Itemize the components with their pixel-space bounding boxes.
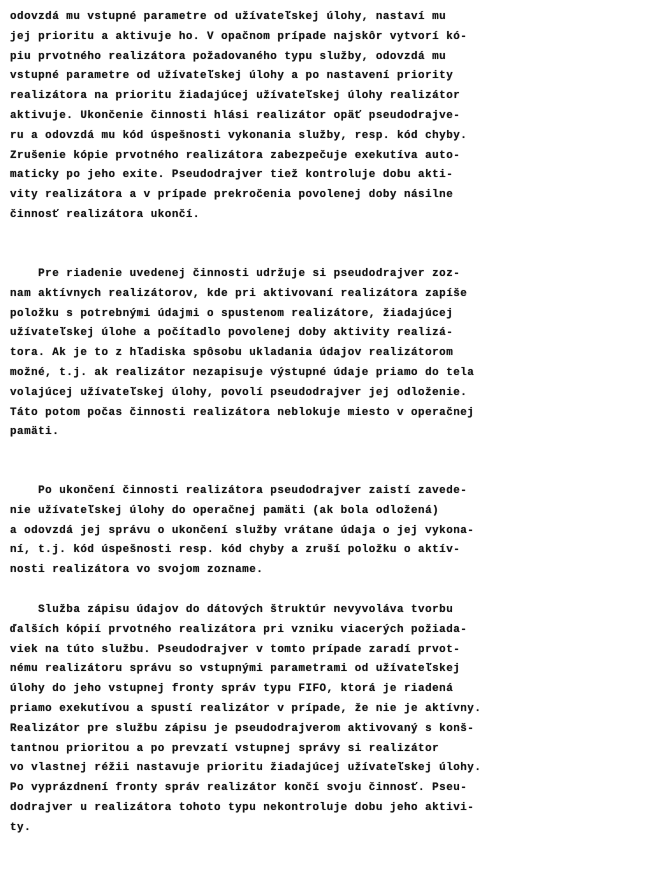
- text-line: maticky po jeho exite. Pseudodrajver tiež kontroluje dobu akti-: [10, 169, 454, 182]
- text-line: nie užívateľskej úlohy do operačnej pamäti (ak bola odložená): [10, 504, 440, 517]
- text-line: vo vlastnej réžii nastavuje prioritu žiadajúcej užívateľskej úlohy.: [10, 762, 482, 775]
- text-line: piu prvotného realizátora požadovaného typu služby, odovzdá mu: [10, 50, 447, 63]
- text-line: ďalších kópií prvotného realizátora pri vzniku viacerých požiada-: [10, 623, 468, 636]
- text-line: ty.: [10, 821, 32, 834]
- text-line: možné, t.j. ak realizátor nezapisuje výstupné údaje priamo do tela: [10, 366, 475, 379]
- text-line: Zrušenie kópie prvotného realizátora zabezpečuje exekutíva auto-: [10, 149, 461, 162]
- text-line: a odovzdá jej správu o ukončení služby vrátane údaja o jej vykona-: [10, 524, 475, 537]
- text-line: vstupné parametre od užívateľskej úlohy a po nastavení priority: [10, 70, 454, 83]
- text-line: užívateľskej úlohe a počítadlo povolenej doby aktivity realizá-: [10, 327, 454, 340]
- text-line: jej prioritu a aktivuje ho. V opačnom prípade najskôr vytvorí kó-: [10, 30, 468, 43]
- text-line: pamäti.: [10, 426, 60, 439]
- text-line: úlohy do jeho vstupnej fronty správ typu FIFO, ktorá je riadená: [10, 683, 454, 696]
- text-line: priamo exekutívou a spustí realizátor v prípade, že nie je aktívny.: [10, 702, 482, 715]
- text-line: Pre riadenie uvedenej činnosti udržuje si pseudodrajver zoz-: [10, 268, 461, 280]
- text-line: Po ukončení činnosti realizátora pseudodrajver zaistí zavede-: [10, 485, 468, 497]
- text-line: volajúcej užívateľskej úlohy, povolí pseudodrajver jej odloženie.: [10, 386, 468, 399]
- text-line: Táto potom počas činnosti realizátora neblokuje miesto v operačnej: [10, 406, 475, 419]
- document-page: [10, 8, 650, 878]
- text-line: činnosť realizátora ukončí.: [10, 208, 200, 221]
- text-line: Realizátor pre službu zápisu je pseudodrajverom aktivovaný s konš-: [10, 722, 475, 735]
- text-line: viek na túto službu. Pseudodrajver v tomto prípade zaradí prvot-: [10, 643, 461, 656]
- text-line: odovzdá mu vstupné parametre od užívateľskej úlohy, nastaví mu: [10, 11, 447, 23]
- text-line: Služba zápisu údajov do dátových štruktúr nevyvoláva tvorbu: [10, 604, 454, 616]
- text-line: nému realizátoru správu so vstupnými parametrami od užívateľskej: [10, 663, 461, 676]
- paragraph-2: [10, 265, 474, 443]
- text-line: tantnou prioritou a po prevzatí vstupnej správy si realizátor: [10, 742, 440, 755]
- text-line: Po vyprázdnení fronty správ realizátor končí svoju činnosť. Pseu-: [10, 782, 468, 795]
- text-line: položku s potrebnými údajmi o spustenom realizátore, žiadajúcej: [10, 307, 454, 320]
- text-line: dodrajver u realizátora tohoto typu nekontroluje dobu jeho aktivi-: [10, 801, 475, 814]
- text-line: nosti realizátora vo svojom zozname.: [10, 564, 264, 577]
- paragraph-3: [10, 482, 474, 581]
- paragraph-4: [10, 601, 481, 839]
- text-line: vity realizátora a v prípade prekročenia povolenej doby násilne: [10, 189, 454, 202]
- text-line: ní, t.j. kód úspešnosti resp. kód chyby a zruší položku o aktív-: [10, 544, 461, 557]
- text-line: nam aktívnych realizátorov, kde pri aktivovaní realizátora zapíše: [10, 287, 468, 300]
- text-line: aktivuje. Ukončenie činnosti hlási realizátor opäť pseudodrajve-: [10, 109, 461, 122]
- text-line: realizátora na prioritu žiadajúcej užívateľskej úlohy realizátor: [10, 90, 461, 103]
- paragraph-1: [10, 8, 467, 226]
- text-line: ru a odovzdá mu kód úspešnosti vykonania služby, resp. kód chyby.: [10, 129, 468, 142]
- text-line: tora. Ak je to z hľadiska spôsobu ukladania údajov realizátorom: [10, 347, 454, 360]
